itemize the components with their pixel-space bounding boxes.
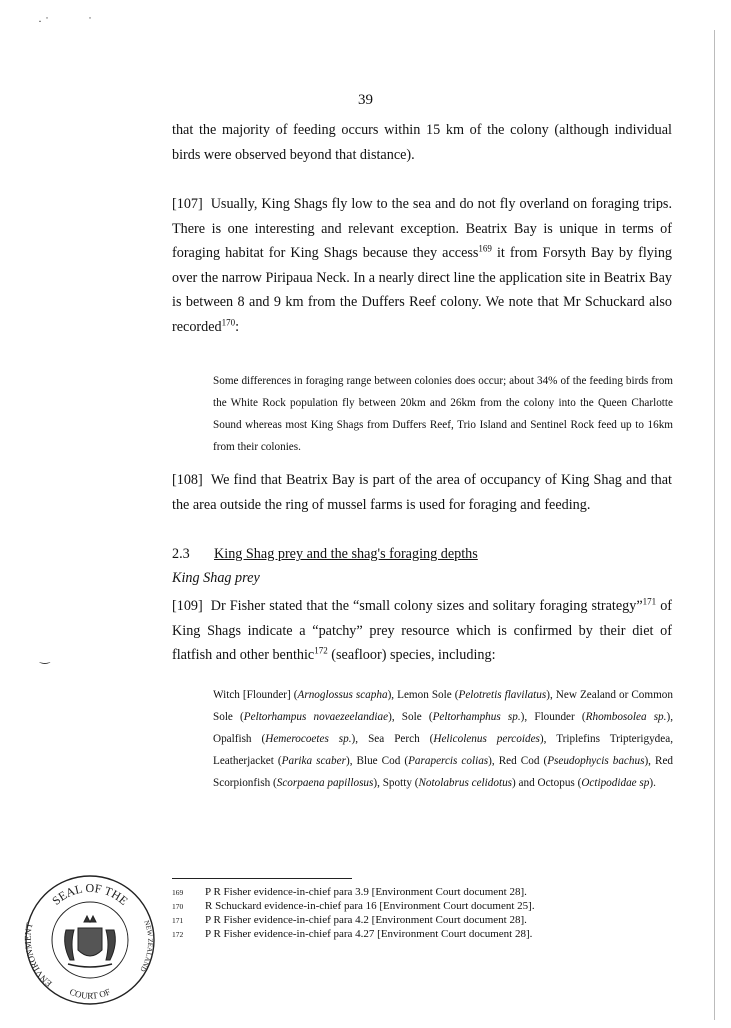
species-separator: , xyxy=(670,733,673,745)
species-separator: , xyxy=(543,733,557,745)
section-number: 2.3 xyxy=(172,546,190,562)
section-title: King Shag prey and the shag's foraging depths xyxy=(214,546,478,562)
scan-edge-line xyxy=(714,30,715,1020)
section-heading xyxy=(172,546,478,563)
paragraph-text: of King Shags indicate a “patchy” prey resource which is confirmed by their diet of flatfish and other benthic xyxy=(172,598,673,664)
species-common-name: Flounder xyxy=(534,711,575,723)
species-separator: , xyxy=(648,755,655,767)
species-latin-name: Pseudophycis bachus xyxy=(547,755,645,767)
scan-speck: ‿ xyxy=(40,650,50,664)
paragraph-109 xyxy=(172,594,672,668)
footnote-169 xyxy=(172,886,527,899)
paragraph-continuation xyxy=(172,118,672,167)
species-item: Leatherjacket (Parika scaber), xyxy=(213,755,357,767)
species-item: Witch [Flounder] (Arnoglossus scapha), xyxy=(213,689,398,701)
species-common-name: Opalfish xyxy=(213,733,252,745)
paragraph-text: Usually, King Shags fly low to the sea and do not fly overland on foraging trips. There is one interesting and relevant exception. Beatrix Bay is unique in terms of foraging habitat for King Shags because they access xyxy=(172,196,673,262)
coat-of-arms-icon xyxy=(65,916,116,967)
page-number: 39 xyxy=(358,92,373,108)
species-item xyxy=(556,733,673,745)
species-latin-name: Pelotretis flavilatus xyxy=(458,689,547,701)
footnote-text: R Schuckard evidence-in-chief para 16 [Environment Court document 25]. xyxy=(205,900,535,912)
species-latin-name: Parika scaber xyxy=(281,755,346,767)
species-list xyxy=(213,684,673,794)
block-quote xyxy=(213,370,673,458)
seal-bottom-text: COURT OF xyxy=(68,986,112,1001)
species-common-name: Spotty xyxy=(382,777,412,789)
footnote-number: 171 xyxy=(172,916,184,925)
species-item: Red Scorpionfish (Scorpaena papillosus), xyxy=(213,755,674,789)
species-latin-name: Arnoglossus scapha xyxy=(297,689,388,701)
species-common-name: Lemon Sole xyxy=(397,689,452,701)
species-item: Lemon Sole (Pelotretis flavilatus), xyxy=(397,689,556,701)
species-separator: , xyxy=(377,777,383,789)
species-separator: , xyxy=(349,755,357,767)
paragraph-label: [109] xyxy=(172,598,203,614)
species-separator: , xyxy=(524,711,535,723)
species-latin-name: Octipodidae sp xyxy=(581,777,650,789)
footnote-number: 170 xyxy=(172,902,184,911)
paragraph-text: (seafloor) species, including: xyxy=(331,647,496,664)
species-item: Red Cod (Pseudophycis bachus), xyxy=(498,755,655,767)
species-common-name: Blue Cod xyxy=(356,755,401,767)
paragraph-label: [108] xyxy=(172,472,203,488)
scan-speck: ˙ xyxy=(88,14,92,28)
species-separator: and xyxy=(515,777,538,789)
species-latin-name: Peltorhampus novaezeelandiae xyxy=(243,711,389,723)
footnote-ref: 169 xyxy=(478,243,492,254)
paragraph-text: it from Forsyth Bay by flying over the narrow Piripaua Neck. In a nearly direct line the application site in Beatrix Bay is between 8 and 9 km from the Duffers Reef colony. We note that Mr Schuckard also recorded xyxy=(172,245,673,335)
footnote-text: P R Fisher evidence-in-chief para 4.2 [Environment Court document 28]. xyxy=(205,914,527,926)
paragraph-text: Dr Fisher stated that the “small colony sizes and solitary foraging strategy” xyxy=(210,598,643,614)
quote-text: Some differences in foraging range between colonies does occur; about 34% of the feeding birds from the White Rock population fly between 20km and 26km from the colony into the Queen Charlotte Sound whereas most King Shags from Duffers Reef, Trio Island and Sentinel Rock feed up to 16km from their colonies. xyxy=(213,375,673,453)
species-separator: , xyxy=(491,755,499,767)
species-common-name: Red Scorpionfish xyxy=(213,755,674,789)
footnote-ref: 172 xyxy=(314,645,328,656)
species-latin-name: Hemerocoetes sp. xyxy=(265,733,352,745)
species-latin-name: Peltorhamphus sp. xyxy=(432,711,521,723)
species-item: Opalfish (Hemerocoetes sp.), xyxy=(213,733,369,745)
species-separator: , xyxy=(549,689,556,701)
footnote-171 xyxy=(172,914,527,927)
species-latin-name: Notolabrus celidotus xyxy=(418,777,513,789)
species-item: New Zealand or Common Sole (Peltorhampus novaezeelandiae), xyxy=(213,689,673,723)
footnote-text: P R Fisher evidence-in-chief para 4.27 [Environment Court document 28]. xyxy=(205,928,533,940)
section-subtitle: King Shag prey xyxy=(172,570,260,586)
species-common-name: New Zealand or Common Sole xyxy=(213,689,673,723)
paragraph-label: [107] xyxy=(172,196,203,212)
paragraph-text: We find that Beatrix Bay is part of the area of occupancy of King Shag and that the area outside the ring of mussel farms is used for foraging and feeding. xyxy=(172,472,672,513)
species-latin-name: Parapercis colias xyxy=(408,755,489,767)
footnote-rule xyxy=(172,878,352,879)
species-item: Sea Perch (Helicolenus percoides), xyxy=(368,733,557,745)
paragraph-text: : xyxy=(235,318,240,335)
paragraph-108 xyxy=(172,468,672,517)
seal-top-text: SEAL OF THE xyxy=(49,880,131,908)
species-latin-name: Helicolenus percoides xyxy=(433,733,540,745)
footnote-ref: 170 xyxy=(221,317,236,328)
species-separator: , xyxy=(391,689,398,701)
species-common-name: Sole xyxy=(401,711,422,723)
footnote-172 xyxy=(172,928,532,941)
species-item: Octopus (Octipodidae sp). xyxy=(537,777,656,789)
species-item: Flounder (Rhombosolea sp.), xyxy=(534,711,673,723)
footnote-number: 169 xyxy=(172,888,184,897)
species-common-name: Witch [Flounder] xyxy=(213,689,291,701)
species-common-name: Leatherjacket xyxy=(213,755,274,767)
footnote-number: 172 xyxy=(172,930,184,939)
footnote-170 xyxy=(172,900,535,913)
species-separator: , xyxy=(670,711,673,723)
species-item: Spotty (Notolabrus celidotus) and xyxy=(382,777,538,789)
species-separator: , xyxy=(391,711,402,723)
species-common-name: Octopus xyxy=(537,777,575,789)
footnote-ref: 171 xyxy=(642,596,657,607)
seal-right-text: NEW ZEALAND xyxy=(138,919,155,973)
species-separator: , xyxy=(355,733,369,745)
footnote-text: P R Fisher evidence-in-chief para 3.9 [Environment Court document 28]. xyxy=(205,886,527,898)
seal-left-text: ENVIRONMENT xyxy=(22,921,54,989)
species-latin-name: Scorpaena papillosus xyxy=(276,777,374,789)
species-item: Sole (Peltorhamphus sp.), xyxy=(401,711,535,723)
paragraph-107 xyxy=(172,192,672,340)
paragraph-text: that the majority of feeding occurs within 15 km of the colony (although individual birds were observed beyond that distance). xyxy=(172,122,672,163)
species-common-name: Red Cod xyxy=(498,755,540,767)
species-latin-name: Rhombosolea sp. xyxy=(585,711,667,723)
species-common-name: Sea Perch xyxy=(368,733,420,745)
species-item: Blue Cod (Parapercis colias), xyxy=(356,755,499,767)
court-seal xyxy=(20,870,160,1010)
species-common-name: Triplefins Tripterigydea xyxy=(556,733,671,745)
scan-speck: · ˙ xyxy=(38,14,49,28)
species-separator: . xyxy=(653,777,656,789)
